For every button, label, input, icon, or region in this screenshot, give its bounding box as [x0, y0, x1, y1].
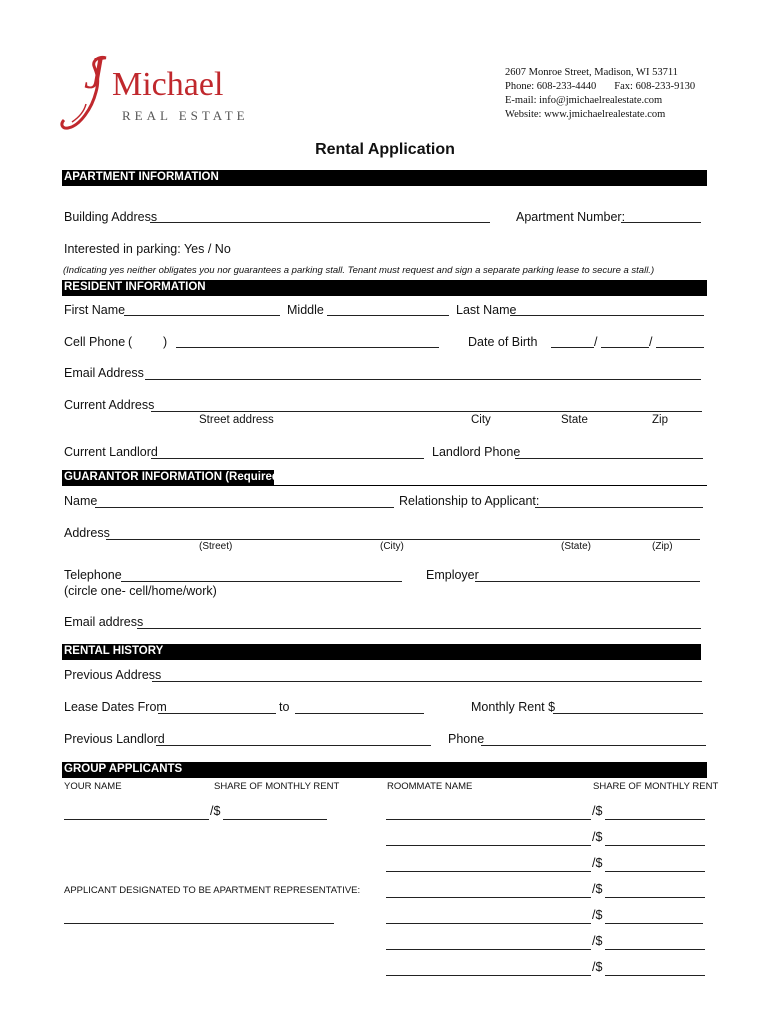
- logo-real-estate: REAL ESTATE: [122, 108, 249, 123]
- dob-slash-1: /: [594, 335, 598, 349]
- col-roommate-name: ROOMMATE NAME: [387, 781, 473, 792]
- roommate-share-field[interactable]: [605, 961, 705, 976]
- label-guarantor-telephone: Telephone: [64, 568, 122, 582]
- section-header-guarantor: [62, 470, 283, 486]
- roommate-name-field[interactable]: [386, 935, 591, 950]
- roommate-slash-dollar: /$: [592, 804, 603, 818]
- label-date-of-birth: Date of Birth: [468, 335, 538, 349]
- label-monthly-rent: Monthly Rent $: [471, 700, 556, 714]
- email-field[interactable]: [145, 365, 701, 380]
- hint-street-address: Street address: [199, 414, 274, 426]
- label-guarantor-name: Name: [64, 494, 98, 508]
- label-middle: Middle: [287, 303, 324, 317]
- current-landlord-field[interactable]: [151, 444, 424, 459]
- label-building-address: Building Address: [64, 210, 158, 224]
- roommate-name-field[interactable]: [386, 857, 591, 872]
- label-current-landlord: Current Landlord: [64, 445, 158, 459]
- label-cell-phone: Cell Phone: [64, 335, 126, 349]
- company-logo: [60, 47, 250, 134]
- paren-open: (: [128, 335, 133, 349]
- building-address-field[interactable]: [150, 208, 490, 223]
- roommate-slash-dollar: /$: [592, 960, 603, 974]
- roommate-name-field[interactable]: [386, 961, 591, 976]
- roommate-slash-dollar: /$: [592, 934, 603, 948]
- label-landlord-phone: Landlord Phone: [432, 445, 521, 459]
- dob-day-field[interactable]: [601, 333, 649, 348]
- hint-guarantor-zip: (Zip): [652, 541, 673, 552]
- landlord-phone-field[interactable]: [515, 444, 703, 459]
- section-header-rental-history: [62, 644, 701, 660]
- dob-year-field[interactable]: [656, 333, 704, 348]
- guarantor-header-rule: [62, 485, 707, 486]
- roommate-share-field[interactable]: [605, 857, 705, 872]
- previous-landlord-field[interactable]: [156, 731, 431, 746]
- roommate-share-field[interactable]: [605, 883, 705, 898]
- lease-to-field[interactable]: [295, 699, 424, 714]
- section-header-group: [62, 762, 707, 778]
- employer-field[interactable]: [475, 567, 700, 582]
- label-guarantor-email: Email address: [64, 615, 144, 629]
- hint-state: State: [561, 414, 588, 426]
- monthly-rent-field[interactable]: [553, 699, 703, 714]
- contact-email: E-mail: info@jmichaelrealestate.com: [505, 95, 663, 106]
- section-title-group: GROUP APPLICANTS: [64, 763, 183, 775]
- section-header-resident: [62, 280, 707, 296]
- current-address-field[interactable]: [151, 397, 702, 412]
- label-apartment-number: Apartment Number:: [516, 210, 626, 224]
- your-share-field[interactable]: [223, 805, 327, 820]
- hint-guarantor-street: (Street): [199, 541, 233, 552]
- col-share-left: SHARE OF MONTHLY RENT: [214, 781, 340, 792]
- hint-guarantor-city: (City): [380, 541, 404, 552]
- roommate-share-field[interactable]: [605, 909, 703, 924]
- col-your-name: YOUR NAME: [64, 781, 122, 792]
- section-title-rental-history: RENTAL HISTORY: [64, 645, 164, 657]
- roommate-slash-dollar: /$: [592, 856, 603, 870]
- logo-j: J: [84, 47, 105, 98]
- cell-phone-field[interactable]: [176, 333, 439, 348]
- label-relationship: Relationship to Applicant:: [399, 494, 540, 508]
- middle-name-field[interactable]: [327, 301, 449, 316]
- hint-guarantor-state: (State): [561, 541, 592, 552]
- label-employer: Employer: [426, 568, 479, 582]
- roommate-share-field[interactable]: [605, 935, 705, 950]
- label-phone: Phone: [448, 732, 485, 746]
- previous-landlord-phone-field[interactable]: [481, 731, 706, 746]
- dob-slash-2: /: [649, 335, 653, 349]
- roommate-name-field[interactable]: [386, 831, 591, 846]
- section-header-apartment: [62, 170, 707, 186]
- lease-from-field[interactable]: [158, 699, 276, 714]
- label-representative: APPLICANT DESIGNATED TO BE APARTMENT REPRESENTATIVE:: [64, 885, 361, 896]
- contact-address: 2607 Monroe Street, Madison, WI 53711: [505, 67, 678, 78]
- label-previous-address: Previous Address: [64, 668, 162, 682]
- guarantor-email-field[interactable]: [137, 614, 701, 629]
- parking-note: (Indicating yes neither obligates you nor guarantees a parking stall. Tenant must request and sign a separate parking lease to secure a stall.): [63, 265, 655, 276]
- hint-city: City: [471, 414, 491, 426]
- guarantor-address-field[interactable]: [106, 525, 700, 540]
- label-current-address: Current Address: [64, 398, 155, 412]
- logo-michael: Michael: [112, 66, 224, 103]
- section-title-resident: RESIDENT INFORMATION: [64, 281, 206, 293]
- label-parking[interactable]: Interested in parking: Yes / No: [64, 242, 231, 256]
- last-name-field[interactable]: [510, 301, 704, 316]
- contact-phone: Phone: 608-233-4440: [505, 81, 597, 92]
- roommate-name-field[interactable]: [386, 909, 591, 924]
- roommate-slash-dollar: /$: [592, 882, 603, 896]
- roommate-name-field[interactable]: [386, 805, 591, 820]
- label-guarantor-address: Address: [64, 526, 110, 540]
- roommate-slash-dollar: /$: [592, 830, 603, 844]
- page-title: Rental Application: [315, 141, 455, 158]
- roommate-name-field[interactable]: [386, 883, 591, 898]
- contact-website: Website: www.jmichaelrealestate.com: [505, 109, 666, 120]
- label-email-address: Email Address: [64, 366, 144, 380]
- roommate-share-field[interactable]: [605, 831, 705, 846]
- guarantor-telephone-field[interactable]: [121, 567, 402, 582]
- guarantor-name-field[interactable]: [95, 493, 394, 508]
- dob-month-field[interactable]: [551, 333, 594, 348]
- label-last-name: Last Name: [456, 303, 517, 317]
- your-share-slash-dollar: /$: [210, 804, 221, 818]
- hint-zip: Zip: [652, 414, 668, 426]
- section-title-guarantor: GUARANTOR INFORMATION (Required): [64, 471, 283, 483]
- first-name-field[interactable]: [124, 301, 280, 316]
- apartment-number-field[interactable]: [621, 208, 701, 223]
- col-share-right: SHARE OF MONTHLY RENT: [593, 781, 719, 792]
- label-lease-dates-from: Lease Dates From: [64, 700, 167, 714]
- relationship-field[interactable]: [535, 493, 703, 508]
- label-previous-landlord: Previous Landlord: [64, 732, 165, 746]
- section-title-apartment: APARTMENT INFORMATION: [64, 171, 219, 183]
- your-name-field[interactable]: [64, 805, 209, 820]
- contact-block: [505, 66, 695, 122]
- previous-address-field[interactable]: [152, 667, 702, 682]
- roommate-share-field[interactable]: [605, 805, 705, 820]
- paren-close: ): [163, 335, 168, 349]
- hint-circle-one: (circle one- cell/home/work): [64, 584, 217, 598]
- label-first-name: First Name: [64, 303, 126, 317]
- contact-fax: Fax: 608-233-9130: [614, 81, 696, 92]
- roommate-slash-dollar: /$: [592, 908, 603, 922]
- representative-field[interactable]: [64, 909, 334, 924]
- label-to: to: [279, 700, 290, 714]
